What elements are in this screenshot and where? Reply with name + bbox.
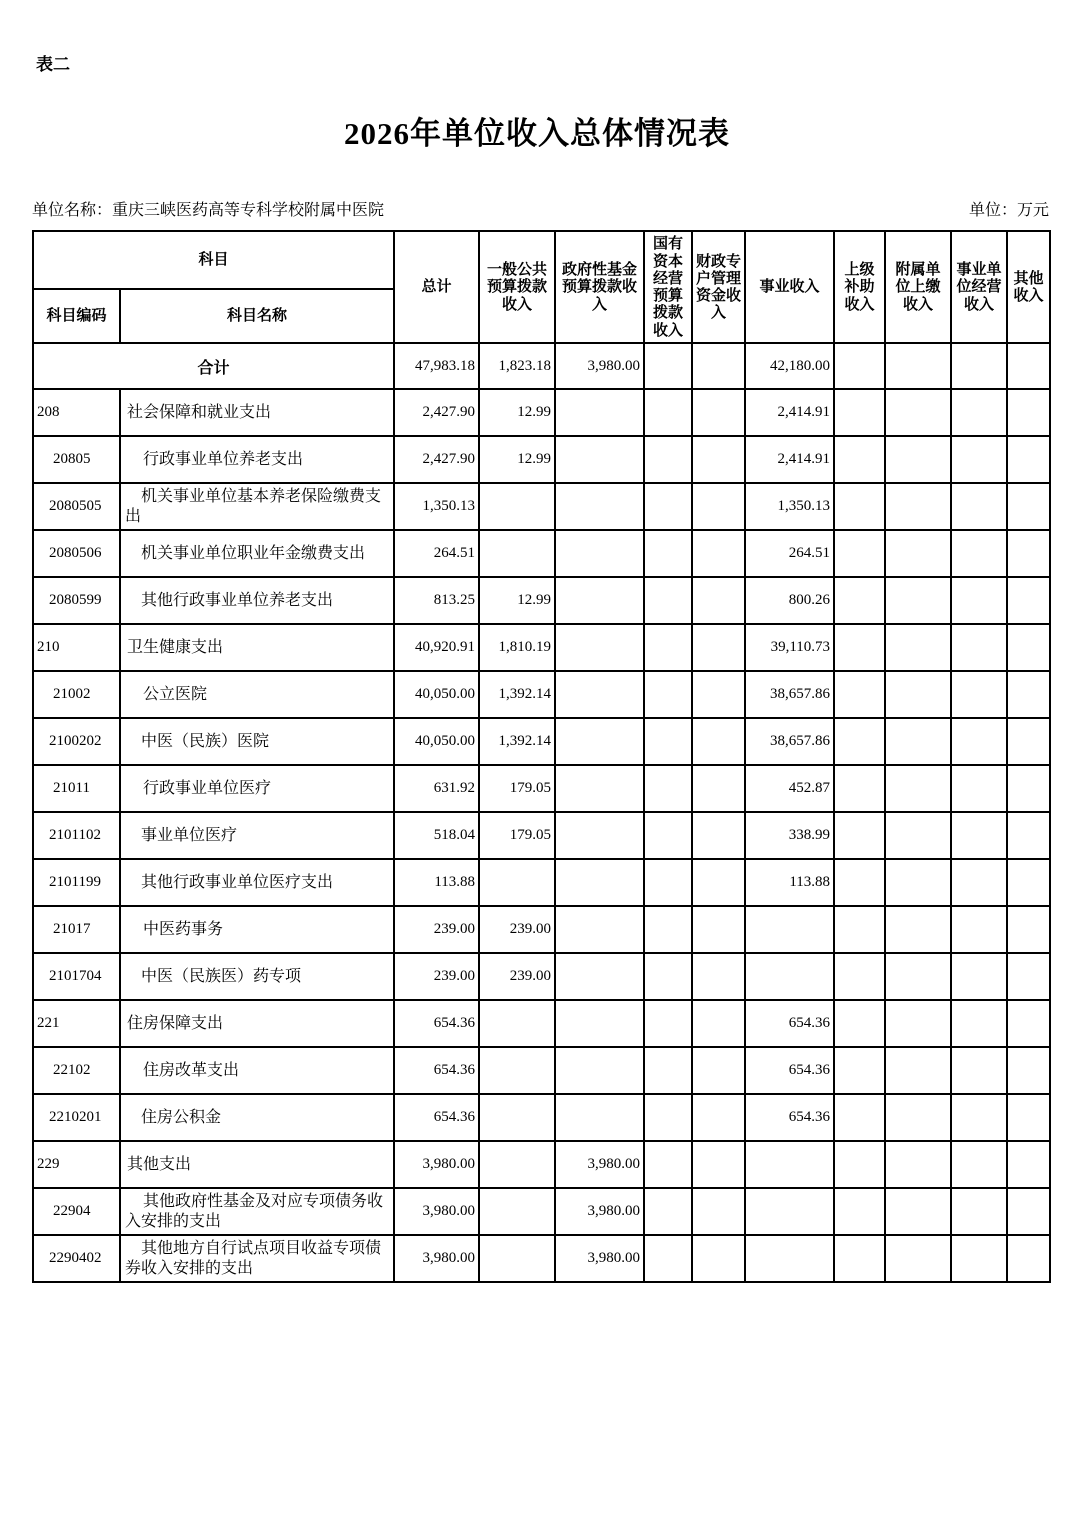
subject-name-cell: 事业单位医疗 bbox=[120, 812, 394, 859]
subject-code-cell: 2100202 bbox=[33, 718, 120, 765]
value-cell bbox=[644, 389, 692, 436]
table-row bbox=[33, 530, 1050, 577]
unit-label: 单位：万元 bbox=[968, 202, 1049, 219]
value-cell bbox=[479, 1141, 555, 1188]
value-cell bbox=[479, 483, 555, 530]
value-cell bbox=[951, 389, 1007, 436]
table-row bbox=[33, 1141, 1050, 1188]
subject-name-cell: 其他政府性基金及对应专项债务收入安排的支出 bbox=[120, 1188, 394, 1235]
sheet-label: 表二 bbox=[36, 55, 70, 74]
value-cell bbox=[555, 577, 644, 624]
subject-name-cell: 中医药事务 bbox=[120, 906, 394, 953]
value-cell bbox=[1007, 577, 1050, 624]
value-cell bbox=[644, 577, 692, 624]
value-cell bbox=[555, 624, 644, 671]
value-cell bbox=[692, 671, 745, 718]
value-cell: 654.36 bbox=[745, 1000, 834, 1047]
subject-name-cell: 住房公积金 bbox=[120, 1094, 394, 1141]
value-cell bbox=[745, 1188, 834, 1235]
subject-code-cell: 229 bbox=[33, 1141, 120, 1188]
header-col-general-public-budget: 一般公共预算拨款收入 bbox=[479, 231, 555, 343]
value-cell: 3,980.00 bbox=[555, 1188, 644, 1235]
value-cell bbox=[951, 530, 1007, 577]
value-cell bbox=[745, 1141, 834, 1188]
value-cell: 38,657.86 bbox=[745, 718, 834, 765]
value-cell bbox=[951, 1188, 1007, 1235]
subject-code-cell: 210 bbox=[33, 624, 120, 671]
value-cell bbox=[644, 859, 692, 906]
table-row bbox=[33, 624, 1050, 671]
value-cell bbox=[1007, 765, 1050, 812]
value-cell bbox=[644, 671, 692, 718]
value-cell bbox=[692, 436, 745, 483]
value-cell bbox=[479, 1188, 555, 1235]
value-cell bbox=[834, 436, 885, 483]
value-cell: 12.99 bbox=[479, 577, 555, 624]
value-cell: 40,050.00 bbox=[394, 671, 479, 718]
value-cell bbox=[834, 1188, 885, 1235]
value-cell: 654.36 bbox=[394, 1047, 479, 1094]
table-row bbox=[33, 389, 1050, 436]
table-row bbox=[33, 859, 1050, 906]
value-cell bbox=[1007, 953, 1050, 1000]
value-cell: 654.36 bbox=[394, 1094, 479, 1141]
value-cell: 654.36 bbox=[394, 1000, 479, 1047]
value-cell bbox=[1007, 530, 1050, 577]
table-row bbox=[33, 436, 1050, 483]
value-cell bbox=[834, 1141, 885, 1188]
value-cell bbox=[834, 483, 885, 530]
value-cell bbox=[834, 343, 885, 389]
value-cell bbox=[834, 1235, 885, 1282]
value-cell bbox=[1007, 859, 1050, 906]
table-row bbox=[33, 1188, 1050, 1235]
value-cell bbox=[834, 530, 885, 577]
value-cell bbox=[951, 624, 1007, 671]
value-cell bbox=[885, 343, 951, 389]
value-cell bbox=[644, 1188, 692, 1235]
value-cell bbox=[644, 953, 692, 1000]
value-cell bbox=[1007, 436, 1050, 483]
value-cell bbox=[885, 718, 951, 765]
subject-code-cell: 2080599 bbox=[33, 577, 120, 624]
header-col-other-income: 其他收入 bbox=[1007, 231, 1050, 343]
value-cell bbox=[951, 671, 1007, 718]
value-cell bbox=[692, 389, 745, 436]
value-cell bbox=[555, 718, 644, 765]
subject-code-cell: 2080505 bbox=[33, 483, 120, 530]
value-cell bbox=[692, 718, 745, 765]
value-cell bbox=[1007, 343, 1050, 389]
value-cell bbox=[555, 812, 644, 859]
value-cell bbox=[692, 483, 745, 530]
value-cell: 1,350.13 bbox=[745, 483, 834, 530]
subject-name-cell: 其他行政事业单位医疗支出 bbox=[120, 859, 394, 906]
value-cell bbox=[1007, 812, 1050, 859]
value-cell bbox=[885, 812, 951, 859]
value-cell bbox=[951, 1141, 1007, 1188]
value-cell bbox=[479, 1000, 555, 1047]
header-subject: 科目 bbox=[33, 231, 394, 289]
table-row bbox=[33, 1000, 1050, 1047]
value-cell bbox=[479, 530, 555, 577]
value-cell: 12.99 bbox=[479, 389, 555, 436]
value-cell bbox=[885, 765, 951, 812]
value-cell bbox=[1007, 718, 1050, 765]
header-subject-code: 科目编码 bbox=[33, 289, 120, 343]
value-cell: 39,110.73 bbox=[745, 624, 834, 671]
value-cell bbox=[885, 624, 951, 671]
value-cell bbox=[951, 718, 1007, 765]
value-cell bbox=[1007, 671, 1050, 718]
subject-name-cell: 其他行政事业单位养老支出 bbox=[120, 577, 394, 624]
subject-name-cell: 机关事业单位基本养老保险缴费支出 bbox=[120, 483, 394, 530]
value-cell bbox=[692, 1000, 745, 1047]
income-table bbox=[32, 230, 1051, 1283]
header-col-business-operating: 事业单位经营收入 bbox=[951, 231, 1007, 343]
value-cell bbox=[885, 906, 951, 953]
value-cell bbox=[885, 953, 951, 1000]
value-cell bbox=[555, 1094, 644, 1141]
value-cell bbox=[692, 624, 745, 671]
value-cell: 40,920.91 bbox=[394, 624, 479, 671]
subject-name-cell: 行政事业单位医疗 bbox=[120, 765, 394, 812]
value-cell: 40,050.00 bbox=[394, 718, 479, 765]
value-cell: 2,414.91 bbox=[745, 436, 834, 483]
value-cell bbox=[644, 906, 692, 953]
value-cell: 42,180.00 bbox=[745, 343, 834, 389]
value-cell bbox=[555, 1047, 644, 1094]
value-cell bbox=[951, 483, 1007, 530]
value-cell bbox=[555, 906, 644, 953]
unit-name: 单位名称：重庆三峡医药高等专科学校附属中医院 bbox=[32, 202, 385, 219]
value-cell bbox=[644, 812, 692, 859]
subject-name-cell: 卫生健康支出 bbox=[120, 624, 394, 671]
value-cell bbox=[885, 530, 951, 577]
subject-name-cell: 住房改革支出 bbox=[120, 1047, 394, 1094]
subject-name-cell: 行政事业单位养老支出 bbox=[120, 436, 394, 483]
value-cell bbox=[951, 436, 1007, 483]
value-cell bbox=[885, 1188, 951, 1235]
subject-name-cell: 社会保障和就业支出 bbox=[120, 389, 394, 436]
value-cell bbox=[692, 812, 745, 859]
subject-code-cell: 2290402 bbox=[33, 1235, 120, 1282]
value-cell bbox=[644, 624, 692, 671]
table-row bbox=[33, 671, 1050, 718]
value-cell bbox=[555, 953, 644, 1000]
value-cell: 38,657.86 bbox=[745, 671, 834, 718]
subject-name-cell: 机关事业单位职业年金缴费支出 bbox=[120, 530, 394, 577]
value-cell: 12.99 bbox=[479, 436, 555, 483]
meta-row bbox=[32, 197, 1049, 220]
value-cell: 113.88 bbox=[394, 859, 479, 906]
subject-code-cell: 2210201 bbox=[33, 1094, 120, 1141]
value-cell bbox=[644, 1047, 692, 1094]
value-cell bbox=[1007, 1141, 1050, 1188]
value-cell bbox=[951, 953, 1007, 1000]
table-row bbox=[33, 812, 1050, 859]
table-row bbox=[33, 483, 1050, 530]
value-cell bbox=[834, 671, 885, 718]
value-cell bbox=[745, 906, 834, 953]
value-cell bbox=[479, 859, 555, 906]
value-cell: 518.04 bbox=[394, 812, 479, 859]
value-cell: 452.87 bbox=[745, 765, 834, 812]
value-cell bbox=[1007, 1047, 1050, 1094]
header-col-fiscal-special-account: 财政专户管理资金收入 bbox=[692, 231, 745, 343]
value-cell bbox=[692, 1235, 745, 1282]
value-cell bbox=[555, 436, 644, 483]
value-cell: 3,980.00 bbox=[555, 343, 644, 389]
value-cell bbox=[555, 1000, 644, 1047]
value-cell bbox=[951, 812, 1007, 859]
value-cell: 2,414.91 bbox=[745, 389, 834, 436]
value-cell bbox=[885, 671, 951, 718]
value-cell bbox=[951, 859, 1007, 906]
value-cell bbox=[692, 859, 745, 906]
value-cell bbox=[692, 1047, 745, 1094]
value-cell bbox=[692, 765, 745, 812]
subject-name-cell: 公立医院 bbox=[120, 671, 394, 718]
table-row bbox=[33, 577, 1050, 624]
table-row bbox=[33, 1047, 1050, 1094]
subject-code-cell: 2101199 bbox=[33, 859, 120, 906]
header-col-superior-subsidy: 上级补助收入 bbox=[834, 231, 885, 343]
value-cell bbox=[479, 1235, 555, 1282]
value-cell bbox=[885, 577, 951, 624]
total-row bbox=[33, 343, 1050, 389]
value-cell: 3,980.00 bbox=[394, 1188, 479, 1235]
value-cell bbox=[834, 1047, 885, 1094]
value-cell: 1,392.14 bbox=[479, 671, 555, 718]
value-cell bbox=[951, 1235, 1007, 1282]
value-cell bbox=[692, 1188, 745, 1235]
value-cell bbox=[1007, 906, 1050, 953]
value-cell bbox=[951, 343, 1007, 389]
value-cell bbox=[644, 483, 692, 530]
subject-name-cell: 中医（民族）医院 bbox=[120, 718, 394, 765]
subject-code-cell: 2101704 bbox=[33, 953, 120, 1000]
value-cell bbox=[644, 1235, 692, 1282]
value-cell bbox=[479, 1047, 555, 1094]
subject-code-cell: 21002 bbox=[33, 671, 120, 718]
value-cell bbox=[834, 624, 885, 671]
value-cell bbox=[1007, 1235, 1050, 1282]
value-cell bbox=[885, 859, 951, 906]
value-cell bbox=[885, 1047, 951, 1094]
value-cell: 654.36 bbox=[745, 1047, 834, 1094]
table-row bbox=[33, 1094, 1050, 1141]
value-cell bbox=[834, 906, 885, 953]
value-cell bbox=[834, 953, 885, 1000]
header-col-state-capital-budget: 国有资本经营预算拨款收入 bbox=[644, 231, 692, 343]
subject-code-cell: 2101102 bbox=[33, 812, 120, 859]
value-cell bbox=[885, 436, 951, 483]
table-row bbox=[33, 1235, 1050, 1282]
value-cell: 239.00 bbox=[479, 906, 555, 953]
value-cell: 654.36 bbox=[745, 1094, 834, 1141]
value-cell: 3,980.00 bbox=[394, 1235, 479, 1282]
value-cell bbox=[951, 1094, 1007, 1141]
table-row bbox=[33, 953, 1050, 1000]
value-cell: 47,983.18 bbox=[394, 343, 479, 389]
value-cell: 264.51 bbox=[394, 530, 479, 577]
value-cell bbox=[885, 483, 951, 530]
value-cell: 800.26 bbox=[745, 577, 834, 624]
value-cell: 239.00 bbox=[394, 906, 479, 953]
header-col-operating-income: 事业收入 bbox=[745, 231, 834, 343]
value-cell bbox=[951, 765, 1007, 812]
value-cell bbox=[885, 1235, 951, 1282]
value-cell bbox=[885, 1000, 951, 1047]
value-cell bbox=[1007, 1188, 1050, 1235]
value-cell bbox=[834, 577, 885, 624]
value-cell bbox=[644, 1141, 692, 1188]
value-cell bbox=[555, 389, 644, 436]
value-cell: 239.00 bbox=[394, 953, 479, 1000]
value-cell bbox=[555, 671, 644, 718]
value-cell bbox=[555, 859, 644, 906]
value-cell bbox=[834, 1000, 885, 1047]
value-cell bbox=[692, 1141, 745, 1188]
value-cell bbox=[692, 906, 745, 953]
value-cell: 813.25 bbox=[394, 577, 479, 624]
subject-code-cell: 21017 bbox=[33, 906, 120, 953]
value-cell bbox=[885, 389, 951, 436]
value-cell bbox=[951, 1047, 1007, 1094]
value-cell: 239.00 bbox=[479, 953, 555, 1000]
header-subject-name: 科目名称 bbox=[120, 289, 394, 343]
value-cell bbox=[644, 765, 692, 812]
value-cell: 179.05 bbox=[479, 812, 555, 859]
value-cell bbox=[479, 1094, 555, 1141]
table-row bbox=[33, 765, 1050, 812]
value-cell: 113.88 bbox=[745, 859, 834, 906]
value-cell bbox=[555, 530, 644, 577]
subject-name-cell: 中医（民族医）药专项 bbox=[120, 953, 394, 1000]
value-cell bbox=[555, 765, 644, 812]
subject-code-cell: 221 bbox=[33, 1000, 120, 1047]
value-cell bbox=[644, 1094, 692, 1141]
table-row bbox=[33, 906, 1050, 953]
value-cell bbox=[1007, 1000, 1050, 1047]
value-cell bbox=[644, 718, 692, 765]
value-cell: 179.05 bbox=[479, 765, 555, 812]
value-cell bbox=[1007, 1094, 1050, 1141]
value-cell bbox=[692, 343, 745, 389]
subject-code-cell: 20805 bbox=[33, 436, 120, 483]
value-cell bbox=[885, 1141, 951, 1188]
subject-code-cell: 22102 bbox=[33, 1047, 120, 1094]
subject-name-cell: 住房保障支出 bbox=[120, 1000, 394, 1047]
value-cell: 3,980.00 bbox=[555, 1141, 644, 1188]
header-col-affiliated-unit-remit: 附属单位上缴收入 bbox=[885, 231, 951, 343]
value-cell bbox=[834, 765, 885, 812]
value-cell: 631.92 bbox=[394, 765, 479, 812]
value-cell bbox=[834, 1094, 885, 1141]
header-col-government-fund-budget: 政府性基金预算拨款收入 bbox=[555, 231, 644, 343]
value-cell: 1,392.14 bbox=[479, 718, 555, 765]
table-body bbox=[33, 343, 1050, 1282]
value-cell bbox=[1007, 389, 1050, 436]
value-cell bbox=[692, 953, 745, 1000]
value-cell bbox=[555, 483, 644, 530]
value-cell bbox=[834, 859, 885, 906]
page-title: 2026年单位收入总体情况表 bbox=[344, 116, 730, 151]
value-cell bbox=[692, 530, 745, 577]
table-row bbox=[33, 718, 1050, 765]
value-cell bbox=[834, 389, 885, 436]
value-cell bbox=[951, 906, 1007, 953]
value-cell bbox=[644, 436, 692, 483]
value-cell: 1,350.13 bbox=[394, 483, 479, 530]
value-cell: 2,427.90 bbox=[394, 389, 479, 436]
value-cell: 1,810.19 bbox=[479, 624, 555, 671]
value-cell bbox=[644, 530, 692, 577]
subject-code-cell: 208 bbox=[33, 389, 120, 436]
value-cell: 264.51 bbox=[745, 530, 834, 577]
value-cell: 3,980.00 bbox=[555, 1235, 644, 1282]
value-cell bbox=[951, 577, 1007, 624]
value-cell bbox=[644, 343, 692, 389]
value-cell: 338.99 bbox=[745, 812, 834, 859]
value-cell bbox=[951, 1000, 1007, 1047]
total-label-cell: 合计 bbox=[33, 343, 394, 389]
value-cell bbox=[644, 1000, 692, 1047]
value-cell: 1,823.18 bbox=[479, 343, 555, 389]
subject-name-cell: 其他支出 bbox=[120, 1141, 394, 1188]
value-cell: 2,427.90 bbox=[394, 436, 479, 483]
value-cell bbox=[1007, 483, 1050, 530]
value-cell bbox=[745, 953, 834, 1000]
header-col-total: 总计 bbox=[394, 231, 479, 343]
subject-code-cell: 2080506 bbox=[33, 530, 120, 577]
value-cell bbox=[834, 718, 885, 765]
value-cell bbox=[745, 1235, 834, 1282]
value-cell bbox=[692, 1094, 745, 1141]
subject-code-cell: 22904 bbox=[33, 1188, 120, 1235]
value-cell bbox=[692, 577, 745, 624]
value-cell bbox=[885, 1094, 951, 1141]
value-cell bbox=[834, 812, 885, 859]
header-row-1 bbox=[33, 231, 1050, 289]
value-cell bbox=[1007, 624, 1050, 671]
subject-code-cell: 21011 bbox=[33, 765, 120, 812]
value-cell: 3,980.00 bbox=[394, 1141, 479, 1188]
subject-name-cell: 其他地方自行试点项目收益专项债券收入安排的支出 bbox=[120, 1235, 394, 1282]
